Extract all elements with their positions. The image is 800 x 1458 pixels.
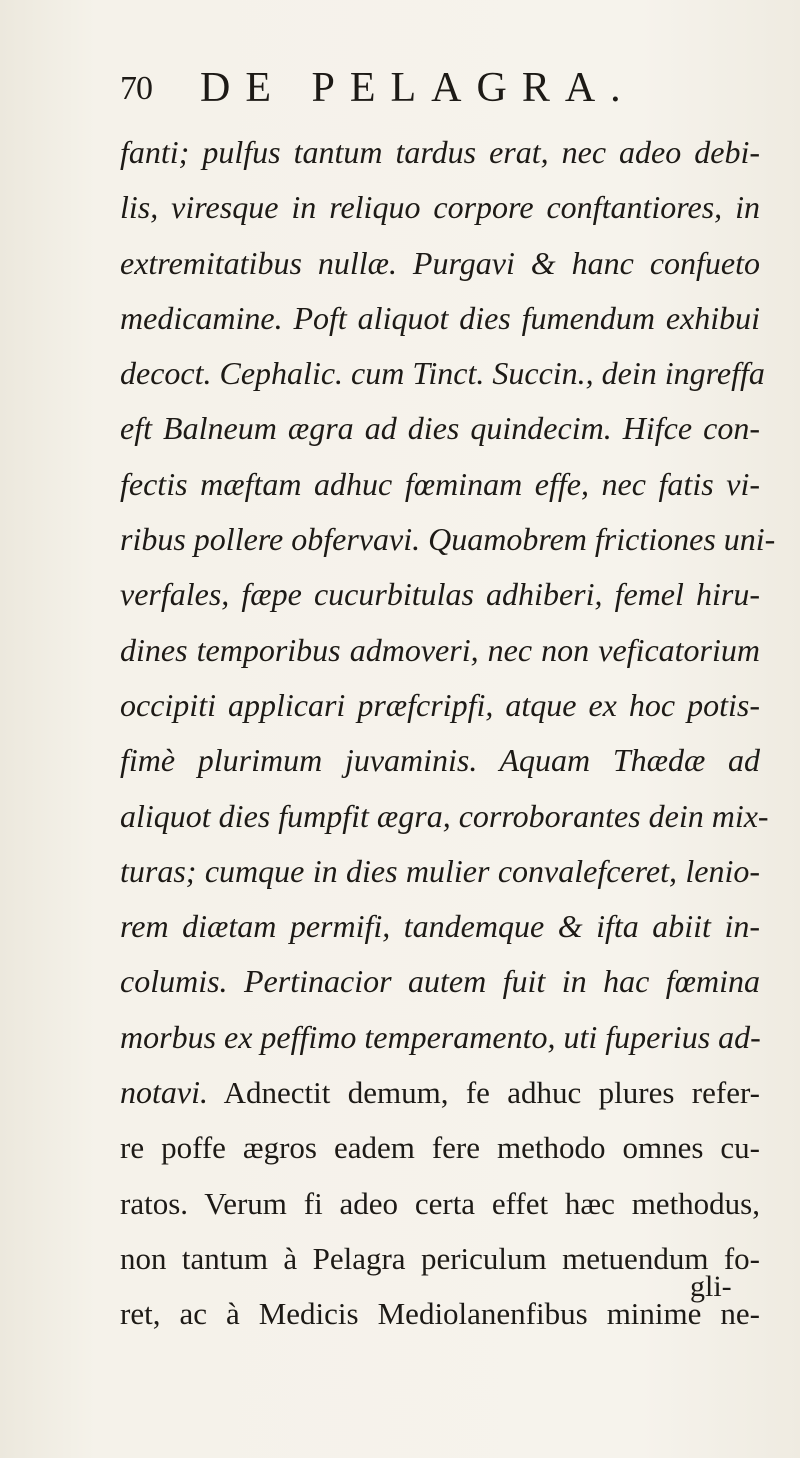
text-line: rem diætam permifi, tandemque & ifta abiit in- — [120, 908, 760, 945]
text-line: morbus ex peffimo temperamento, uti fuperius ad- — [120, 1018, 761, 1055]
text-line: re poffe ægros eadem fere methodo omnes cu- — [120, 1130, 760, 1166]
text-segment-roman: Adnectit demum, fe adhuc plures refer- — [207, 1075, 760, 1111]
text-line: fanti; pulfus tantum tardus erat, nec adeo debi- — [120, 134, 760, 170]
text-line: decoct. Cephalic. cum Tinct. Succin., dein ingreffa — [120, 355, 765, 392]
text-line: verfales, fæpe cucurbitulas adhiberi, femel hiru- — [120, 576, 760, 613]
text-line: medicamine. Poft aliquot dies fumendum exhibui — [120, 299, 760, 336]
text-line: non tantum à Pelagra periculum metuendum fo- — [120, 1240, 760, 1276]
text-line: extremitatibus nullæ. Purgavi & hanc confueto — [120, 244, 760, 281]
text-line: fectis mæftam adhuc fœminam effe, nec fatis vi- — [120, 465, 760, 502]
text-line: dines temporibus admoveri, nec non veficatorium — [120, 631, 760, 668]
text-line: eft Balneum ægra ad dies quindecim. Hifce con- — [120, 410, 760, 447]
text-line: occipiti applicari præfcripfi, atque ex hoc potis- — [120, 686, 760, 723]
text-segment-italic: notavi. — [120, 1074, 208, 1111]
text-line-mixed — [120, 1065, 760, 1120]
text-line: turas; cumque in dies mulier convalefceret, lenio- — [120, 852, 760, 889]
text-line: ratos. Verum fi adeo certa effet hæc methodus, — [120, 1185, 760, 1221]
running-head: DE PELAGRA. — [200, 65, 636, 111]
text-line: fimè plurimum juvaminis. Aquam Thædæ ad — [120, 742, 760, 779]
text-line: ribus pollere obfervavi. Quamobrem frictiones uni- — [120, 521, 776, 558]
catchword: gli- — [690, 1270, 732, 1303]
text-line: columis. Pertinacior autem fuit in hac fœmina — [120, 963, 760, 1000]
text-line: lis, viresque in reliquo corpore conftantiores, in — [120, 189, 760, 226]
text-line: aliquot dies fumpfit ægra, corroborantes dein mix- — [120, 797, 769, 834]
body-text — [120, 125, 776, 1342]
text-line: ret, ac à Medicis Mediolanenfibus minime ne- — [120, 1296, 760, 1332]
page-number: 70 — [120, 70, 152, 107]
page-header — [120, 60, 760, 120]
